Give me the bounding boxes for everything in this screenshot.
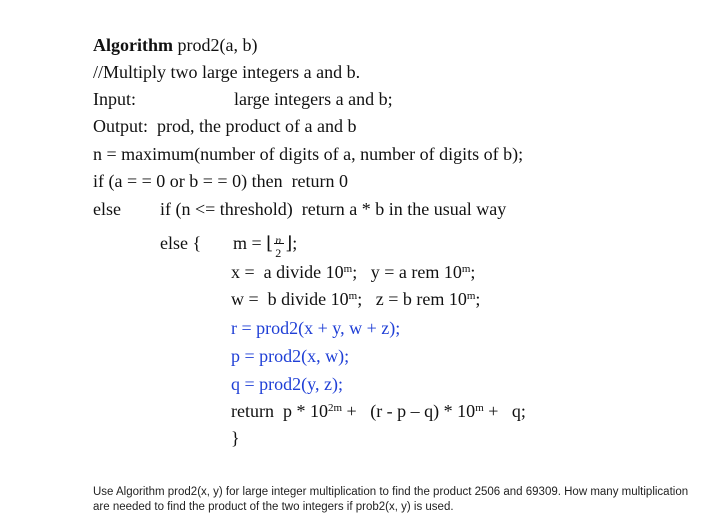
q-assignment: q = prod2(y, z); <box>231 374 343 394</box>
if-zero-line: if (a = = 0 or b = = 0) then return 0 <box>93 171 349 191</box>
input-label: Input: <box>93 89 136 109</box>
close-brace: } <box>231 428 240 448</box>
return-part-a: return p * 10 <box>231 401 328 421</box>
input-text: large integers a and b; <box>234 89 393 109</box>
z-prefix: ; z = b rem 10 <box>357 289 467 309</box>
output-text: prod, the product of a and b <box>157 116 357 136</box>
fraction-numerator: n <box>275 233 282 247</box>
xy-line <box>231 261 475 283</box>
y-exponent: m <box>461 263 471 275</box>
algorithm-header <box>93 34 257 56</box>
wz-semicolon: ; <box>475 289 481 309</box>
threshold-line: if (n <= threshold) return a * b in the usual way <box>160 199 507 219</box>
x-exponent: m <box>343 263 353 275</box>
algorithm-keyword: Algorithm <box>93 35 173 55</box>
else-open-brace: else { <box>160 233 202 253</box>
algorithm-comment: //Multiply two large integers a and b. <box>93 62 361 82</box>
return-part-b: + (r - p – q) * 10 <box>342 401 476 421</box>
x-prefix: x = a divide 10 <box>231 262 344 282</box>
question-text: Use Algorithm prod2(x, y) for large integer multiplication to find the product 2506 and 69309. How many multiplication are needed to find the product of the two integers if prob2(x, y) is used. <box>93 486 689 513</box>
output-label: Output: <box>93 116 149 136</box>
p-assignment: p = prod2(x, w); <box>231 346 350 366</box>
y-prefix: ; y = a rem 10 <box>352 262 462 282</box>
m-suffix: ⌋; <box>285 233 298 253</box>
else-label: else <box>93 199 121 219</box>
fraction-denominator: 2 <box>275 246 282 260</box>
wz-line <box>231 288 480 310</box>
m-prefix: m = ⌊ <box>233 233 274 253</box>
w-exponent: m <box>348 290 358 302</box>
return-exponent-2m: 2m <box>327 402 343 414</box>
algorithm-signature: prod2(a, b) <box>177 35 258 55</box>
z-exponent: m <box>466 290 476 302</box>
output-line <box>93 115 356 137</box>
m-assignment <box>233 232 298 260</box>
return-part-c: + q; <box>483 401 526 421</box>
w-prefix: w = b divide 10 <box>231 289 349 309</box>
r-assignment: r = prod2(x + y, w + z); <box>231 318 401 338</box>
n-assignment: n = maximum(number of digits of a, number of digits of b); <box>93 144 524 164</box>
n-over-2-fraction <box>273 232 285 260</box>
xy-semicolon: ; <box>470 262 476 282</box>
return-exponent-m: m <box>475 402 484 414</box>
return-line <box>231 400 526 422</box>
